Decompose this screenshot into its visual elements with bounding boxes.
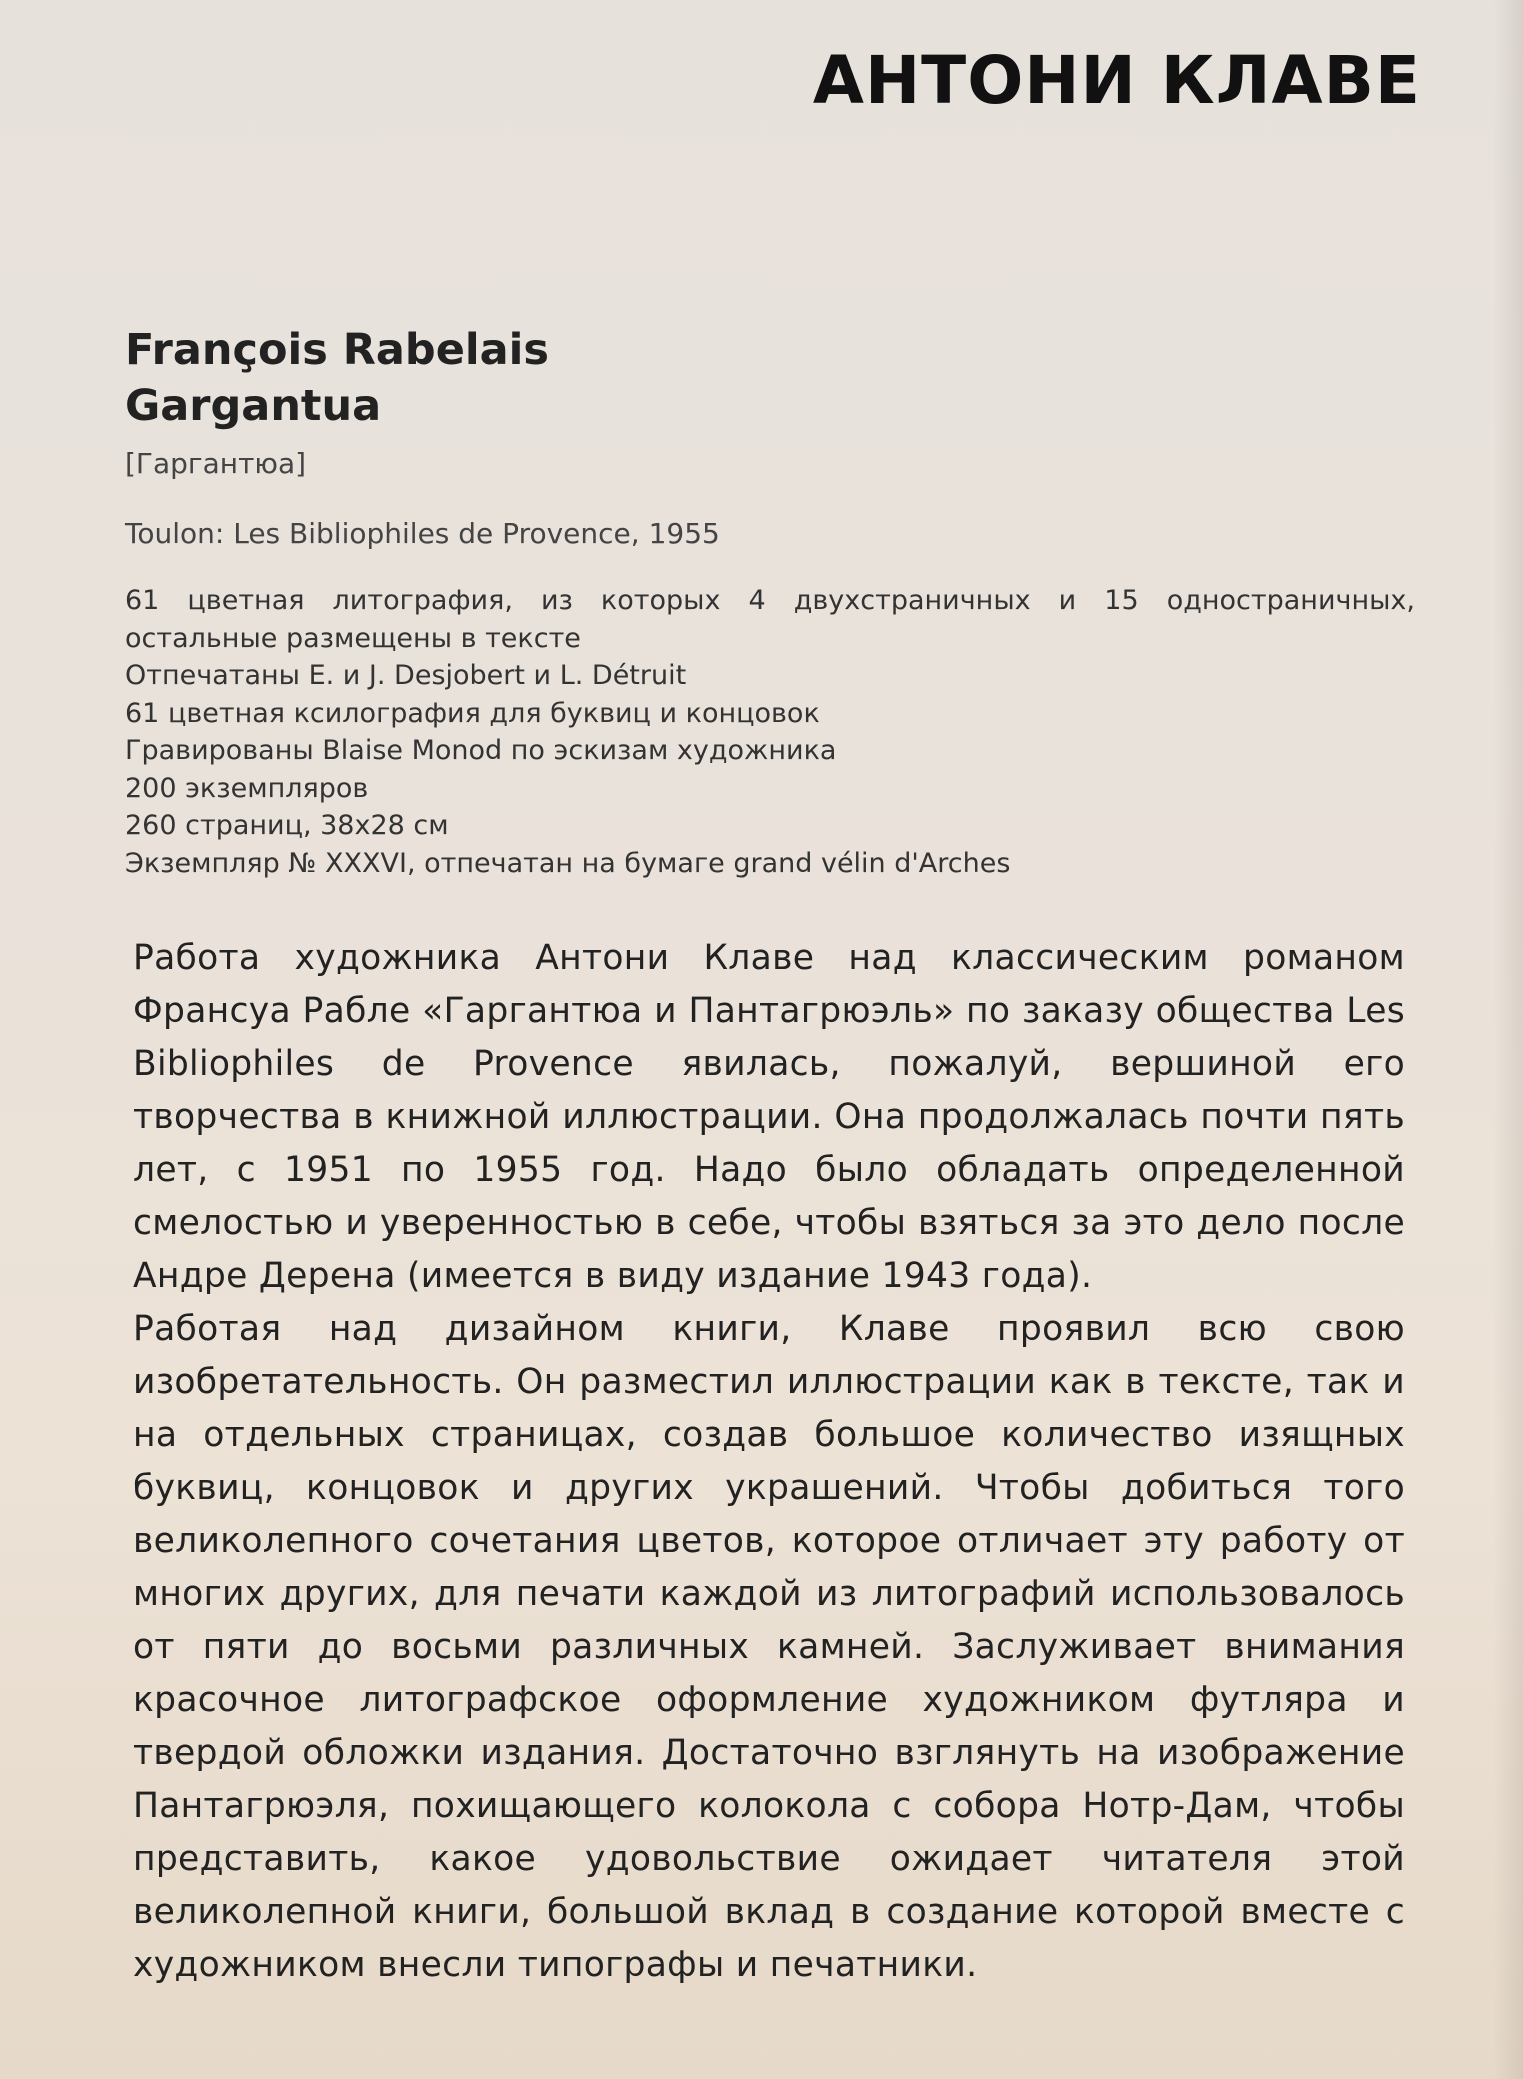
description-paragraph: Работа художника Антони Клаве над классическим романом Франсуа Рабле «Гаргантюа и Пантагрюэль» по заказу общества Les Bibliophiles de Provence явилась, пожалуй, вершиной его творчества в книжной иллюстрации. Она продолжалась почти пять лет, с 1951 по 1955 год. Надо было обладать определенной смелостью и уверенностью в себе, чтобы взяться за это дело после Андре Дерена (имеется в виду издание 1943 года).: [133, 938, 1405, 1296]
book-title: Gargantua: [125, 381, 382, 431]
spec-line: 260 страниц, 38х28 см: [125, 810, 449, 841]
spec-line: 61 цветная ксилография для буквиц и концовок: [125, 697, 820, 729]
book-publisher: Toulon: Les Bibliophiles de Provence, 1955: [125, 517, 720, 550]
description-text: [133, 932, 1405, 1992]
spec-line: Отпечатаны E. и J. Desjobert и L. Détruit: [125, 660, 687, 691]
book-info-block: [125, 322, 1415, 898]
spec-line: 61 цветная литография, из которых 4 двухстраничных и 15 одностраничных,: [125, 585, 1415, 616]
spec-line: Гравированы Blaise Monod по эскизам художника: [125, 735, 837, 766]
artist-name-heading: АНТОНИ КЛАВЕ: [812, 42, 1421, 119]
wall-shadow-edge: [1493, 0, 1523, 2079]
spec-line: 200 экземпляров: [125, 772, 369, 804]
book-title-translation: [Гаргантюа]: [125, 447, 307, 480]
book-author: François Rabelais: [125, 325, 549, 375]
spec-line: остальные размещены в тексте: [125, 622, 581, 654]
description-paragraph: Работая над дизайном книги, Клаве проявил всю свою изобретательность. Он разместил иллюстрации как в тексте, так и на отдельных страницах, создав большое количество изящных буквиц, концовок и других украшений. Чтобы добиться того великолепного сочетания цветов, которое отличает эту работу от многих других, для печати каждой из литографий использовалось от пяти до восьми различных камней. Заслуживает внимания красочное литографское оформление художником футляра и твердой обложки издания. Достаточно взглянуть на изображение Пантагрюэля, похищающего колокола с собора Нотр-Дам, чтобы представить, какое удовольствие ожидает читателя этой великолепной книги, большой вклад в создание которой вместе с художником внесли типографы и печатники.: [133, 1309, 1405, 1985]
spec-line: Экземпляр № XXXVI, отпечатан на бумаге grand vélin d'Arches: [125, 847, 1011, 879]
book-specs-list: [125, 582, 1415, 882]
